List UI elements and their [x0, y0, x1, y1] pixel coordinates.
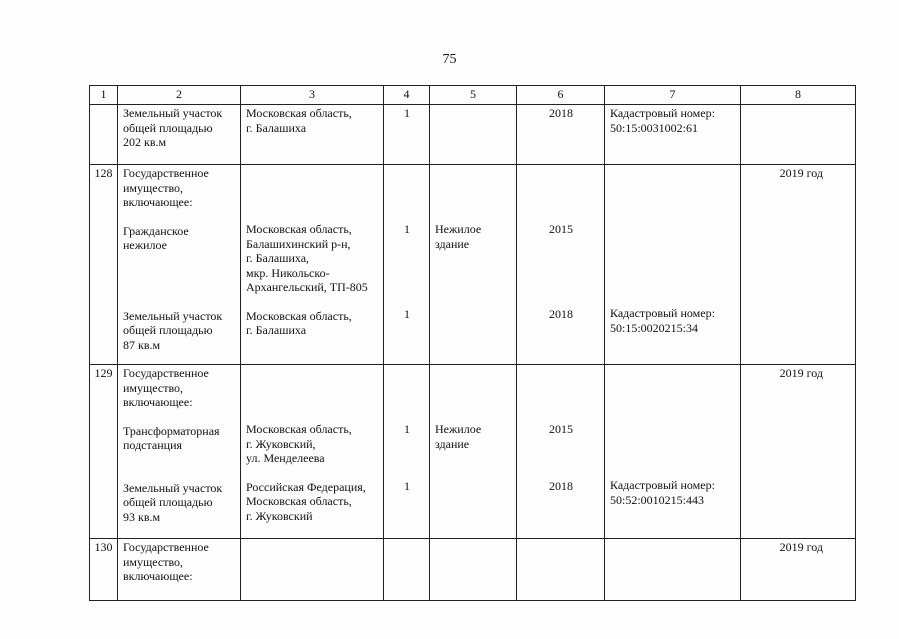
group-header-text: имущество,: [123, 554, 184, 569]
table-row: [90, 165, 856, 365]
column-number-row: [90, 86, 856, 105]
quantity-cell: [384, 539, 430, 601]
table-row: [90, 105, 856, 165]
row-number: 129: [94, 366, 113, 380]
details-cell: [605, 105, 741, 165]
item-cadastral: Кадастровый номер:: [610, 106, 715, 120]
row-number-cell: [90, 539, 118, 601]
details-cell: [605, 539, 741, 601]
year-cell: [517, 539, 605, 601]
item-name: Земельный участок: [123, 308, 223, 323]
name-cell: [118, 165, 241, 365]
row-number: 130: [94, 540, 113, 554]
item-type: Нежилое: [435, 422, 482, 436]
item-address: ул. Менделеева: [246, 451, 325, 465]
period-cell: [741, 365, 856, 539]
name-cell: [118, 105, 241, 165]
address-cell: [241, 365, 384, 539]
item-address: г. Балашиха: [246, 323, 307, 337]
address-cell: [241, 539, 384, 601]
page-number: 75: [442, 52, 457, 67]
group-header-text: Государственное: [123, 166, 209, 180]
item-name: Трансформаторная: [123, 423, 220, 438]
item-cadastral: 50:15:0031002:61: [610, 120, 699, 135]
item-address: Российская Федерация,: [246, 479, 366, 494]
group-header-text: Государственное: [123, 540, 209, 554]
item-year: 2015: [549, 422, 573, 436]
property-registry-table: [89, 85, 856, 601]
item-address: Московская область,: [246, 222, 352, 236]
address-cell: [241, 165, 384, 365]
row-number: 128: [94, 166, 113, 180]
item-name: нежилое: [123, 238, 167, 252]
period-text: 2019 год: [779, 166, 823, 180]
item-address: г. Балашиха: [246, 120, 307, 135]
period-cell: [741, 165, 856, 365]
item-address: Московская область,: [246, 422, 352, 436]
column-number: 3: [241, 86, 384, 105]
item-quantity: 1: [404, 222, 410, 236]
details-cell: [605, 165, 741, 365]
column-number: 5: [430, 86, 517, 105]
item-cadastral: 50:52:0010215:443: [610, 492, 705, 507]
period-text: 2019 год: [779, 540, 823, 554]
group-header-text: включающее:: [123, 395, 193, 409]
period-cell: [741, 105, 856, 165]
item-name: Земельный участок: [123, 106, 223, 120]
item-address: Московская область,: [246, 106, 352, 120]
registry-body: [90, 105, 856, 601]
column-number: 6: [517, 86, 605, 105]
item-name: общей площадью: [123, 120, 213, 135]
row-number-cell: [90, 105, 118, 165]
item-quantity: 1: [404, 106, 410, 120]
column-number: 1: [90, 86, 118, 105]
quantity-cell: [384, 365, 430, 539]
table-row: [90, 539, 856, 601]
item-address: Архангельский, ТП-805: [246, 280, 368, 294]
item-quantity: 1: [404, 478, 410, 493]
group-header-text: включающее:: [123, 195, 193, 209]
group-header-text: включающее:: [123, 569, 193, 583]
year-cell: [517, 105, 605, 165]
period-cell: [741, 539, 856, 601]
column-number: 8: [741, 86, 856, 105]
details-cell: [605, 365, 741, 539]
period-text: 2019 год: [779, 366, 823, 380]
column-number: 2: [118, 86, 241, 105]
group-header-text: имущество,: [123, 380, 184, 395]
item-name: общей площадью: [123, 323, 213, 337]
row-number-cell: [90, 165, 118, 365]
item-address: г. Жуковский: [246, 508, 313, 523]
item-type: здание: [435, 236, 470, 251]
type-cell: [430, 539, 517, 601]
row-number-cell: [90, 365, 118, 539]
item-year: 2018: [549, 478, 573, 493]
name-cell: [118, 539, 241, 601]
group-header-text: Государственное: [123, 366, 209, 380]
name-cell: [118, 365, 241, 539]
item-type: Нежилое: [435, 222, 482, 236]
item-type: здание: [435, 436, 470, 451]
item-cadastral: Кадастровый номер:: [610, 478, 715, 492]
item-name: Земельный участок: [123, 480, 223, 495]
table-row: [90, 365, 856, 539]
quantity-cell: [384, 165, 430, 365]
type-cell: [430, 105, 517, 165]
type-cell: [430, 165, 517, 365]
item-name: 93 кв.м: [123, 509, 161, 524]
item-cadastral: Кадастровый номер:: [610, 306, 715, 320]
item-address: г. Балашиха,: [246, 251, 310, 265]
item-address: Московская область,: [246, 494, 352, 508]
item-name: общей площадью: [123, 495, 213, 509]
year-cell: [517, 165, 605, 365]
group-header-text: имущество,: [123, 180, 184, 195]
address-cell: [241, 105, 384, 165]
item-year: 2018: [549, 106, 573, 120]
item-address: г. Жуковский,: [246, 436, 316, 451]
item-quantity: 1: [404, 422, 410, 436]
item-address: Московская область,: [246, 308, 352, 323]
item-name: подстанция: [123, 438, 183, 452]
item-address: Балашихинский р-н,: [246, 236, 351, 251]
item-address: мкр. Никольско-: [246, 265, 330, 280]
item-name: 202 кв.м: [123, 135, 167, 149]
column-number: 7: [605, 86, 741, 105]
item-name: Гражданское: [123, 223, 189, 238]
item-cadastral: 50:15:0020215:34: [610, 320, 699, 335]
column-number: 4: [384, 86, 430, 105]
quantity-cell: [384, 105, 430, 165]
item-year: 2018: [549, 306, 573, 321]
type-cell: [430, 365, 517, 539]
item-quantity: 1: [404, 306, 410, 321]
item-year: 2015: [549, 222, 573, 236]
item-name: 87 кв.м: [123, 337, 161, 352]
year-cell: [517, 365, 605, 539]
